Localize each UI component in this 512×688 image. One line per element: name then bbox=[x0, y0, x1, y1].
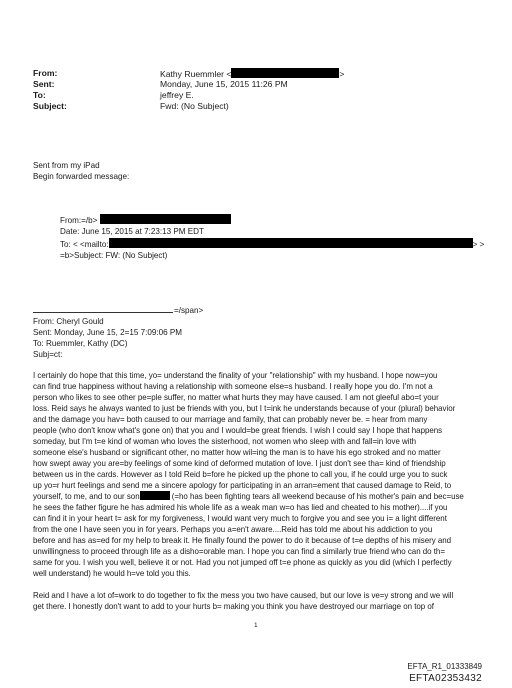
fwd-from bbox=[60, 214, 231, 226]
sent-from-ipad: Sent from my iPad bbox=[33, 161, 100, 170]
body-line: well understand) he would h=ve told you this. bbox=[33, 569, 191, 578]
doc-id-small: EFTA_R1_01333849 bbox=[407, 662, 482, 671]
sent-label: Sent: bbox=[33, 79, 55, 89]
fwd-subject: =b>Subject: FW: (No Subject) bbox=[60, 251, 168, 260]
sent-value: Monday, June 15, 2015 11:26 PM bbox=[160, 79, 288, 89]
from-value-tail: > bbox=[339, 69, 345, 79]
fwd-to-text: To: < <mailto: bbox=[60, 240, 109, 249]
page-number: 1 bbox=[254, 622, 258, 629]
fwd-from-text: From:=/b> bbox=[60, 216, 98, 225]
body-line: between us in the cards. However as I told Reid b=fore he picked up the phone to call you, if he could urge you to suck bbox=[33, 470, 448, 479]
to-label: To: bbox=[33, 90, 46, 100]
redaction-bar bbox=[231, 68, 339, 78]
email-header bbox=[33, 68, 473, 118]
fwd-to-tail: > > bbox=[472, 240, 485, 249]
inner-separator bbox=[33, 304, 203, 316]
body-line: people (who don't know what's gone on) that you and I would=be great friends. I wish I could say I hope that happens bbox=[33, 426, 443, 435]
to-value: jeffrey E. bbox=[160, 90, 194, 100]
body-line: how swept away you are=by feelings of some kind of deformed mutation of love. I just don't see tha= kind of friendship bbox=[33, 459, 446, 468]
span-tail: =/span> bbox=[174, 306, 204, 315]
body-text: yourself, to me, and to our son bbox=[33, 492, 140, 501]
body-line: get there. I honestly don't want to add to your hurts b= making you think you have destroyed our marriage on top of bbox=[33, 602, 434, 611]
body-line: someone else's husband or significant other, no matter how wil=ing the man is to have his ego stroked and no matter bbox=[33, 448, 441, 457]
body-line: before and has as=ed for my help to break it. He finally found the power to do it because of t=e depths of his misery and bbox=[33, 536, 452, 545]
body-line: from the one I have seen you in for years. Perhaps you a=en't aware....Reid has told me about his addiction to you bbox=[33, 525, 433, 534]
subject-label: Subject: bbox=[33, 101, 67, 111]
begin-forwarded: Begin forwarded message: bbox=[33, 172, 130, 181]
body-text: (=ho has been fighting tears all weekend because of his mother's pain and bec=use bbox=[169, 492, 464, 501]
doc-id-large: EFTA02353432 bbox=[409, 673, 482, 684]
body-line: loss. Reid says he always wanted to just be friends with you, but I t=ink he understands because of your (plural) behavior bbox=[33, 404, 456, 413]
fwd-date: Date: June 15, 2015 at 7:23:13 PM EDT bbox=[60, 227, 204, 236]
body-line: can find it in your heart t= ask for my forgiveness, I would want very much to forgive you and see you i= a light different bbox=[33, 514, 447, 523]
body-line: someday, but I'm t=e kind of woman who loves the sisterhood, not women who sleep with and fall=in love with bbox=[33, 437, 417, 446]
inner-from: From: Cheryl Gould bbox=[33, 317, 104, 326]
from-value-text: Kathy Ruemmler < bbox=[160, 69, 232, 79]
body-line: Reid and I have a lot of=work to do together to fix the mess you two have caused, but our love is ve=y strong and we will bbox=[33, 591, 454, 600]
redaction-bar bbox=[109, 238, 473, 248]
from-label: From: bbox=[33, 68, 58, 78]
fwd-to bbox=[60, 238, 484, 250]
body-line: unwillingness to proceed through life as a disho=orable man. I hope you can find a similarly true friend who can do th= bbox=[33, 547, 445, 556]
body-line: and the damage you hav= both caused to our marriage and family, that can probably never be. = hear from many bbox=[33, 415, 428, 424]
redaction-bar bbox=[140, 491, 170, 500]
inner-sent: Sent: Monday, June 15, 2=15 7:09:06 PM bbox=[33, 328, 183, 337]
subject-value: Fwd: (No Subject) bbox=[160, 101, 229, 111]
body-line: I certainly do hope that this time, yo= understand the finality of your "relationship" with my husband. I hope now=you bbox=[33, 371, 438, 380]
body-line bbox=[33, 491, 464, 502]
body-line: can find true happiness without having a relationship with someone else=s husband. I really hope you do. I'm not a bbox=[33, 382, 433, 391]
redaction-bar bbox=[100, 214, 231, 224]
body-line: up yo=r hurt feelings and send me a sincere apology for participating in an arran=ement that caused damage to Reid, to bbox=[33, 481, 452, 490]
body-line: same for you. I wish you well, believe it or not. Had you not jumped off t=e phone as quickly as you did (which I perfectly bbox=[33, 558, 452, 567]
body-line: person who likes to see other pe=ple suffer, no matter what hurts they may have caused. I am not gleeful abo=t your bbox=[33, 393, 439, 402]
inner-subject: Subj=ct: bbox=[33, 350, 63, 359]
separator-line bbox=[33, 304, 173, 313]
body-line: he sees the father figure he has admired his whole life as a weak man w=o has lied and cheated to his mother)....if you bbox=[33, 503, 448, 512]
inner-to: To: Ruemmler, Kathy (DC) bbox=[33, 339, 128, 348]
